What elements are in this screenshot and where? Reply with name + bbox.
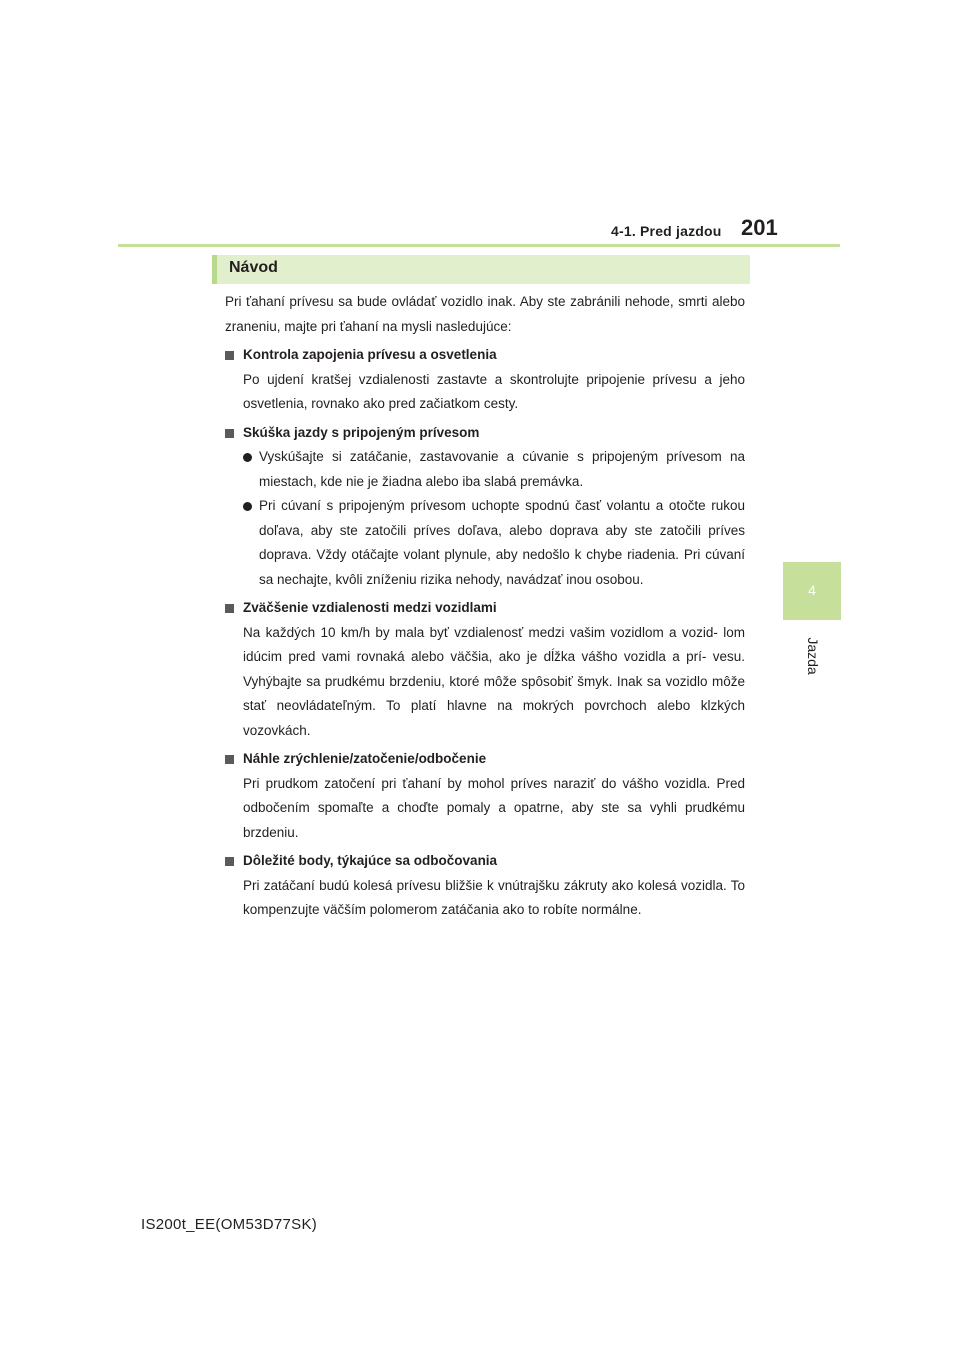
topic-test-drive [225, 421, 745, 593]
topic-text: Pri prudkom zatočení pri ťahaní by mohol príves naraziť do vášho vozidla. Pred odbočením spomaľte a choďte pomaly a opatrne, aby ste sa vyhli prudkému brzdeniu. [243, 775, 745, 840]
round-bullet-icon [243, 453, 252, 462]
topic-text: Na každých 10 km/h by mala byť vzdialenosť medzi vašim vozidlom a vozid- lom idúcim pred vami rovnaká alebo väčšia, ako je dĺžka vášho vozidla a prí- vesu. Vyhýbajte sa prudkému brzdeniu, ktoré môže spôsobiť šmyk. Inak sa vozidlo môže stať neovládateľným. To platí hlavne na mokrých povrchoch alebo klzkých vozovkách. [243, 624, 745, 738]
main-content [225, 290, 745, 923]
topic-turning [225, 849, 745, 923]
list-item-text: Vyskúšajte si zatáčanie, zastavovanie a cúvanie s pripojeným prívesom na miestach, kde nie je žiadna alebo iba slabá premávka. [259, 449, 745, 489]
section-title: Návod [229, 259, 278, 276]
topic-coupling-check [225, 343, 745, 417]
topic-distance [225, 596, 745, 743]
chapter-tab: 4 [783, 562, 841, 620]
list-item-text: Pri cúvaní s pripojeným prívesom uchopte spodnú časť volantu a otočte rukou doľava, aby ste zatočili príves doľava, alebo doprava aby ste zatočili príves doprava. Vždy otáčajte volant plynule, aby nedošlo k chybe riadenia. Pri cúvaní sa nechajte, kvôli zníženiu rizika nehody, navádzať inou osobou. [259, 498, 745, 587]
square-bullet-icon [225, 755, 234, 764]
topic-text: Po ujdení kratšej vzdialenosti zastavte a skontrolujte pripojenie prívesu a jeho osvetlenia, rovnako ako pred začiatkom cesty. [243, 371, 745, 411]
header-section-title: 4-1. Pred jazdou [611, 223, 722, 239]
square-bullet-icon [225, 857, 234, 866]
header-divider [118, 244, 840, 247]
square-bullet-icon [225, 429, 234, 438]
topic-heading [225, 596, 745, 621]
topic-heading-text: Skúška jazdy s pripojeným prívesom [243, 424, 480, 440]
topic-sudden-maneuvers [225, 747, 745, 845]
chapter-label: Jazda [805, 637, 821, 675]
topic-heading-text: Dôležité body, týkajúce sa odbočovania [243, 853, 498, 868]
list-item [225, 494, 745, 592]
square-bullet-icon [225, 604, 234, 613]
page-number: 201 [741, 215, 778, 240]
topic-heading [225, 849, 745, 874]
list-item [225, 445, 745, 494]
topic-heading-text: Zväčšenie vzdialenosti medzi vozidlami [243, 600, 497, 615]
topic-heading-text: Kontrola zapojenia prívesu a osvetlenia [243, 347, 497, 362]
topic-heading [225, 343, 745, 368]
intro-paragraph: Pri ťahaní prívesu sa bude ovládať vozidlo inak. Aby ste zabránili nehode, smrti alebo zraneniu, majte pri ťahaní na mysli nasledujúce: [225, 294, 745, 334]
document-code: IS200t_EE(OM53D77SK) [141, 1216, 318, 1233]
round-bullet-icon [243, 502, 252, 511]
topic-heading [225, 421, 745, 446]
topic-heading [225, 747, 745, 772]
square-bullet-icon [225, 351, 234, 360]
topic-heading-text: Náhle zrýchlenie/zatočenie/odbočenie [243, 751, 487, 766]
topic-text: Pri zatáčaní budú kolesá prívesu bližšie k vnútrajšku zákruty ako kolesá vozidla. To kompenzujte väčším polomerom zatáčania ako to robíte normálne. [243, 877, 745, 917]
section-heading-box [212, 255, 750, 284]
